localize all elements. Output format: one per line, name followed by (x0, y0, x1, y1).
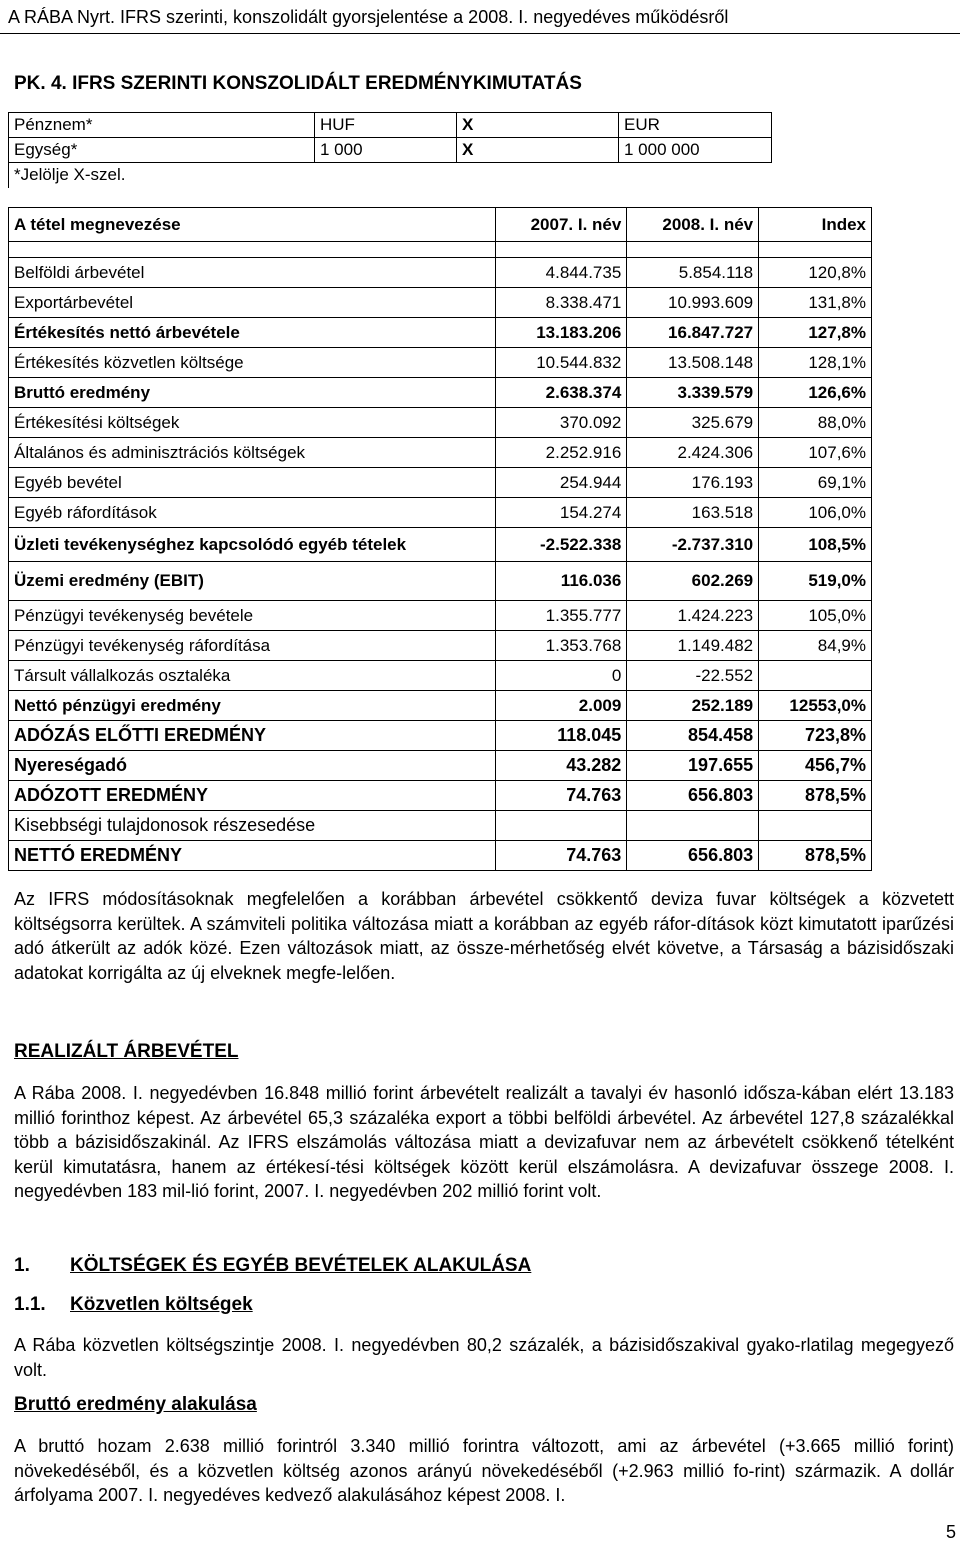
row-value-2007: 43.282 (495, 751, 627, 781)
row-index: 519,0% (759, 562, 872, 601)
costs-heading-title: KÖLTSÉGEK ÉS EGYÉB BEVÉTELEK ALAKULÁSA (70, 1255, 532, 1276)
table-row (9, 562, 872, 601)
table-row (9, 408, 872, 438)
row-value-2007 (495, 811, 627, 841)
header-item-name: A tétel megnevezése (9, 208, 496, 242)
row-value-2008: 325.679 (627, 408, 759, 438)
row-index: 69,1% (759, 468, 872, 498)
gross-profit-heading: Bruttó eredmény alakulása (14, 1394, 257, 1415)
row-label: Általános és adminisztrációs költségek (9, 438, 496, 468)
table-row (9, 601, 872, 631)
currency-row (9, 113, 772, 138)
table-row (9, 318, 872, 348)
unit-mark: X (457, 138, 619, 163)
row-value-2008: 602.269 (627, 562, 759, 601)
currency-eur: EUR (619, 113, 772, 138)
row-index: 120,8% (759, 258, 872, 288)
mark-note: *Jelölje X-szel. (9, 163, 772, 188)
row-index: 128,1% (759, 348, 872, 378)
row-value-2008: 252.189 (627, 691, 759, 721)
row-value-2007: 13.183.206 (495, 318, 627, 348)
row-label: Társult vállalkozás osztaléka (9, 661, 496, 691)
table-row (9, 751, 872, 781)
row-label: Értékesítés közvetlen költsége (9, 348, 496, 378)
table-row (9, 258, 872, 288)
row-label: NETTÓ EREDMÉNY (9, 841, 496, 871)
row-value-2008: 5.854.118 (627, 258, 759, 288)
currency-label: Pénznem* (9, 113, 315, 138)
row-label: Üzemi eredmény (EBIT) (9, 562, 496, 601)
row-index: 84,9% (759, 631, 872, 661)
row-index: 878,5% (759, 781, 872, 811)
row-value-2008: -2.737.310 (627, 528, 759, 562)
row-index: 456,7% (759, 751, 872, 781)
row-index: 105,0% (759, 601, 872, 631)
table-row (9, 288, 872, 318)
page-number: 5 (945, 1522, 956, 1542)
row-label: Pénzügyi tevékenység ráfordítása (9, 631, 496, 661)
row-label: ADÓZÁS ELŐTTI EREDMÉNY (9, 721, 496, 751)
row-index: 12553,0% (759, 691, 872, 721)
row-index: 127,8% (759, 318, 872, 348)
row-label: Egyéb bevétel (9, 468, 496, 498)
page-header: A RÁBA Nyrt. IFRS szerinti, konszolidált gyorsjelentése a 2008. I. negyedéves működésről (0, 0, 960, 34)
row-value-2008: 197.655 (627, 751, 759, 781)
row-value-2008: 2.424.306 (627, 438, 759, 468)
row-label: Belföldi árbevétel (9, 258, 496, 288)
row-value-2008: 176.193 (627, 468, 759, 498)
row-value-2007: 2.009 (495, 691, 627, 721)
row-index: 107,6% (759, 438, 872, 468)
row-value-2008: 1.424.223 (627, 601, 759, 631)
row-value-2007: 2.638.374 (495, 378, 627, 408)
ifrs-change-paragraph: Az IFRS módosításoknak megfelelően a korábban árbevétel csökkentő deviza fuvar költségek a közvetett költségsorra kerültek. A számviteli politika változása miatt a korábban az egyéb ráfor-dítások közt kimutatott iparűzési adó átkerült az adók közé. Ezen változások miatt, az össze-mérhetőség elvét követve, a Társaság a bázisidőszaki adatokat korrigálta az új elveknek megfe-lelően. (14, 889, 954, 983)
realized-revenue-heading: REALIZÁLT ÁRBEVÉTEL (14, 1041, 239, 1062)
unit-thousand: 1 000 (315, 138, 457, 163)
row-value-2007: -2.522.338 (495, 528, 627, 562)
row-value-2008: 656.803 (627, 781, 759, 811)
row-index: 878,5% (759, 841, 872, 871)
gross-profit-paragraph: A bruttó hozam 2.638 millió forintról 3.340 millió forintra változott, ami az árbevétel (+3.665 millió forint) növekedéséből, és a közvetlen költség azonos arányú növekedéséből (+2.963 millió fo-rint) származik. A dollár árfolyama 2007. I. negyedéves kedvező alakulásához képest 2008. I. (14, 1436, 954, 1505)
row-value-2008: 656.803 (627, 841, 759, 871)
table-row (9, 438, 872, 468)
table-row (9, 841, 872, 871)
income-statement-table (8, 207, 872, 871)
row-value-2008: 16.847.727 (627, 318, 759, 348)
row-value-2007: 74.763 (495, 781, 627, 811)
header-2008: 2008. I. név (627, 208, 759, 242)
table-row (9, 781, 872, 811)
row-value-2007: 1.355.777 (495, 601, 627, 631)
row-value-2007: 4.844.735 (495, 258, 627, 288)
table-row (9, 498, 872, 528)
row-index: 126,6% (759, 378, 872, 408)
table-row (9, 378, 872, 408)
row-label: Pénzügyi tevékenység bevétele (9, 601, 496, 631)
section-title: PK. 4. IFRS SZERINTI KONSZOLIDÁLT EREDMÉNYKIMUTATÁS (14, 73, 582, 94)
direct-costs-heading-number: 1.1. (14, 1294, 46, 1315)
unit-row (9, 138, 772, 163)
unit-million: 1 000 000 (619, 138, 772, 163)
row-value-2008: 163.518 (627, 498, 759, 528)
row-value-2008: -22.552 (627, 661, 759, 691)
row-value-2007: 10.544.832 (495, 348, 627, 378)
header-index: Index (759, 208, 872, 242)
table-row (9, 348, 872, 378)
row-value-2007: 8.338.471 (495, 288, 627, 318)
row-value-2007: 370.092 (495, 408, 627, 438)
row-index (759, 661, 872, 691)
row-label: Egyéb ráfordítások (9, 498, 496, 528)
row-value-2008: 3.339.579 (627, 378, 759, 408)
row-label: Értékesítés nettó árbevétele (9, 318, 496, 348)
row-value-2007: 254.944 (495, 468, 627, 498)
row-label: Üzleti tevékenységhez kapcsolódó egyéb tételek (9, 528, 496, 562)
row-label: Értékesítési költségek (9, 408, 496, 438)
row-index: 88,0% (759, 408, 872, 438)
table-row (9, 811, 872, 841)
row-value-2008: 13.508.148 (627, 348, 759, 378)
row-value-2007: 116.036 (495, 562, 627, 601)
row-index: 106,0% (759, 498, 872, 528)
direct-costs-heading (14, 1294, 253, 1316)
row-label: Bruttó eredmény (9, 378, 496, 408)
table-row (9, 721, 872, 751)
row-value-2008: 1.149.482 (627, 631, 759, 661)
row-label: Kisebbségi tulajdonosok részesedése (9, 811, 496, 841)
row-value-2007: 2.252.916 (495, 438, 627, 468)
currency-table (8, 112, 772, 188)
row-value-2007: 74.763 (495, 841, 627, 871)
row-index: 723,8% (759, 721, 872, 751)
row-label: Nyereségadó (9, 751, 496, 781)
row-value-2007: 118.045 (495, 721, 627, 751)
note-row (9, 163, 772, 188)
table-row (9, 691, 872, 721)
row-index: 131,8% (759, 288, 872, 318)
row-label: ADÓZOTT EREDMÉNY (9, 781, 496, 811)
row-value-2007: 0 (495, 661, 627, 691)
table-header-row (9, 208, 872, 242)
row-label: Exportárbevétel (9, 288, 496, 318)
row-value-2007: 1.353.768 (495, 631, 627, 661)
header-2007: 2007. I. név (495, 208, 627, 242)
spacer-row (9, 242, 872, 258)
currency-mark: X (457, 113, 619, 138)
costs-heading (14, 1255, 531, 1277)
row-index (759, 811, 872, 841)
table-row (9, 468, 872, 498)
row-value-2007: 154.274 (495, 498, 627, 528)
direct-costs-paragraph: A Rába közvetlen költségszintje 2008. I. negyedévben 80,2 százalék, a bázisidőszakival gyako-rlatilag megegyező volt. (14, 1335, 954, 1380)
currency-huf: HUF (315, 113, 457, 138)
table-row (9, 528, 872, 562)
row-index: 108,5% (759, 528, 872, 562)
table-row (9, 631, 872, 661)
row-value-2008: 854.458 (627, 721, 759, 751)
row-value-2008: 10.993.609 (627, 288, 759, 318)
row-label: Nettó pénzügyi eredmény (9, 691, 496, 721)
direct-costs-heading-title: Közvetlen költségek (70, 1294, 253, 1315)
costs-heading-number: 1. (14, 1255, 30, 1276)
row-value-2008 (627, 811, 759, 841)
realized-revenue-paragraph: A Rába 2008. I. negyedévben 16.848 millió forint árbevételt realizált a tavalyi év hasonló idősza-kában elért 13.183 millió forinthoz képest. Az árbevétel 65,3 százaléka export a többi belföldi árbevétel. Az árbevétel 127,8 százalékkal több a bázisidőszakinál. Az IFRS elszámolás változása miatt a devizafuvar nem az árbevételt csökkenő tételként kerül kimutatásra, hanem az értékesí-tési költségek között kerül elszámolásra. A devizafuvar összege 2008. I. negyedévben 183 mil-lió forint, 2007. I. negyedévben 202 millió forint volt. (14, 1083, 954, 1201)
unit-label: Egység* (9, 138, 315, 163)
table-row (9, 661, 872, 691)
